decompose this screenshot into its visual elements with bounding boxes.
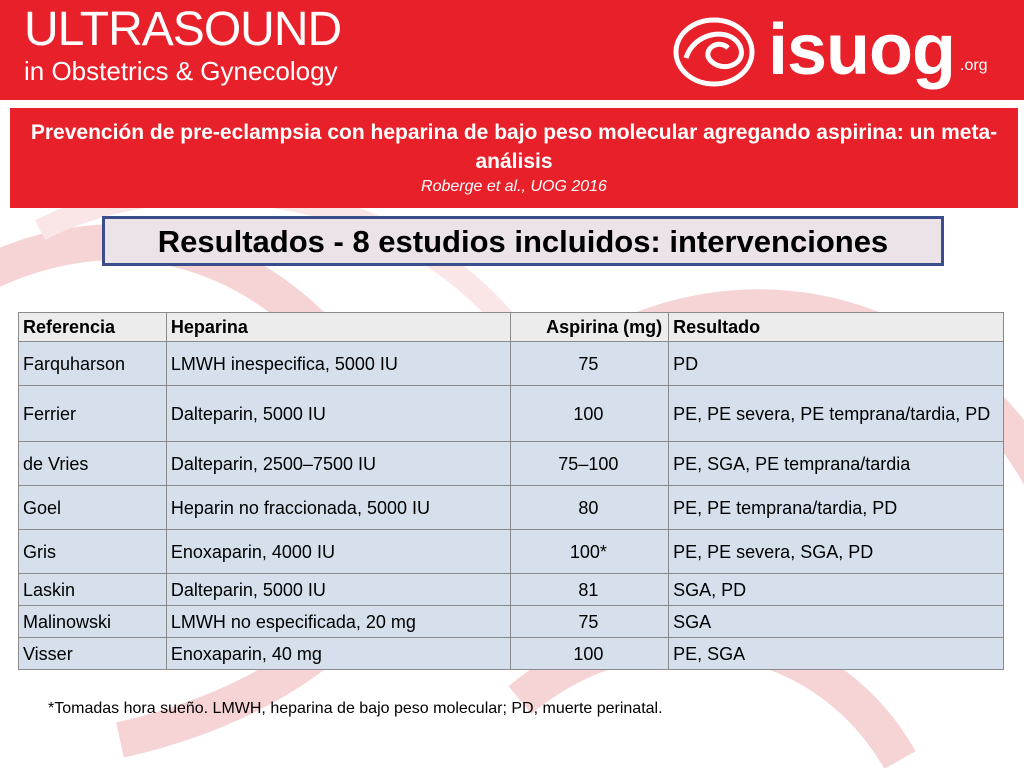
cell-aspirin: 100* [510, 530, 669, 574]
table-row [19, 386, 1004, 442]
cell-heparin: Enoxaparin, 4000 IU [166, 530, 510, 574]
cell-result: SGA, PD [669, 574, 1004, 606]
table-header-row [19, 313, 1004, 342]
table-row [19, 530, 1004, 574]
cell-reference: de Vries [19, 442, 167, 486]
cell-result: PD [669, 342, 1004, 386]
cell-heparin: Enoxaparin, 40 mg [166, 638, 510, 670]
cell-reference: Goel [19, 486, 167, 530]
column-header: Resultado [669, 313, 1004, 342]
table-row [19, 342, 1004, 386]
column-header: Heparina [166, 313, 510, 342]
table-row [19, 442, 1004, 486]
cell-reference: Malinowski [19, 606, 167, 638]
column-header: Referencia [19, 313, 167, 342]
cell-result: PE, PE severa, PE temprana/tardia, PD [669, 386, 1004, 442]
cell-heparin: Dalteparin, 2500–7500 IU [166, 442, 510, 486]
journal-subtitle: in Obstetrics & Gynecology [24, 56, 338, 86]
table-row [19, 638, 1004, 670]
column-header: Aspirina (mg) [510, 313, 669, 342]
cell-heparin: LMWH no especificada, 20 mg [166, 606, 510, 638]
table-row [19, 606, 1004, 638]
cell-aspirin: 100 [510, 638, 669, 670]
interventions-table [18, 312, 1004, 670]
cell-result: SGA [669, 606, 1004, 638]
cell-result: PE, SGA, PE temprana/tardia [669, 442, 1004, 486]
results-heading-box [102, 216, 944, 266]
table-row [19, 486, 1004, 530]
cell-aspirin: 80 [510, 486, 669, 530]
cell-aspirin: 75–100 [510, 442, 669, 486]
isuog-logo [668, 8, 998, 96]
logo-wordmark: isuog [768, 10, 955, 90]
study-title: Prevención de pre-eclampsia con heparina de bajo peso molecular agregando aspirina: un meta-análisis [30, 121, 998, 173]
isuog-swirl-icon [668, 8, 764, 96]
table-row [19, 574, 1004, 606]
cell-heparin: LMWH inespecifica, 5000 IU [166, 342, 510, 386]
journal-title: ULTRASOUND [24, 3, 342, 56]
cell-reference: Ferrier [19, 386, 167, 442]
study-citation: Roberge et al., UOG 2016 [421, 178, 607, 195]
cell-reference: Farquharson [19, 342, 167, 386]
cell-aspirin: 75 [510, 606, 669, 638]
study-title-box [10, 108, 1018, 208]
cell-heparin: Dalteparin, 5000 IU [166, 574, 510, 606]
logo-domain: .org [960, 57, 988, 74]
journal-banner [0, 0, 1024, 100]
results-heading: Resultados - 8 estudios incluidos: intervenciones [157, 224, 889, 259]
table-footnote: *Tomadas hora sueño. LMWH, heparina de bajo peso molecular; PD, muerte perinatal. [48, 700, 663, 717]
cell-reference: Gris [19, 530, 167, 574]
cell-reference: Laskin [19, 574, 167, 606]
cell-result: PE, SGA [669, 638, 1004, 670]
cell-heparin: Heparin no fraccionada, 5000 IU [166, 486, 510, 530]
cell-aspirin: 100 [510, 386, 669, 442]
cell-result: PE, PE severa, SGA, PD [669, 530, 1004, 574]
cell-heparin: Dalteparin, 5000 IU [166, 386, 510, 442]
cell-aspirin: 81 [510, 574, 669, 606]
cell-reference: Visser [19, 638, 167, 670]
cell-result: PE, PE temprana/tardia, PD [669, 486, 1004, 530]
cell-aspirin: 75 [510, 342, 669, 386]
